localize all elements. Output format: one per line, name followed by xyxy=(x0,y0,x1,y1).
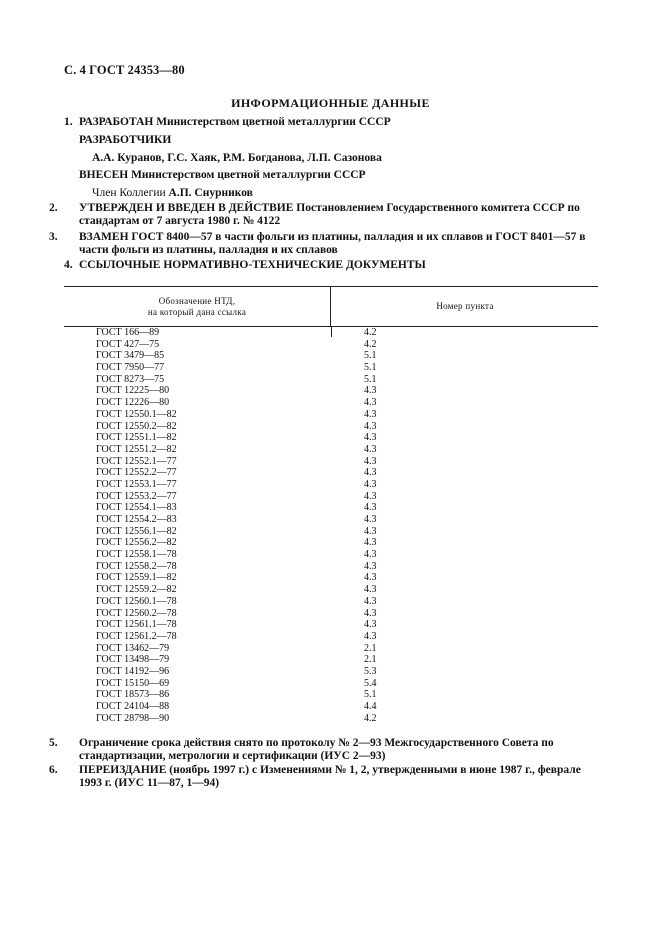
table-row xyxy=(64,479,598,491)
info-item-6 xyxy=(49,764,599,790)
info-item-1 xyxy=(64,116,604,129)
ntd-designation: ГОСТ 12561.2—78 xyxy=(96,630,177,642)
ntd-designation: ГОСТ 12551.1—82 xyxy=(96,432,177,444)
clause-number: 4.3 xyxy=(364,537,377,549)
table-row xyxy=(64,643,598,655)
table-row xyxy=(64,572,598,584)
table-row xyxy=(64,549,598,561)
clause-number: 4.2 xyxy=(364,712,377,724)
clause-number: 4.3 xyxy=(364,595,377,607)
board-member-prefix: Член Коллегии xyxy=(92,187,166,199)
board-member xyxy=(92,187,632,200)
table-row xyxy=(64,631,598,643)
page-header: С. 4 ГОСТ 24353—80 xyxy=(64,63,185,77)
table-row xyxy=(64,362,598,374)
approved-text: Постановлением Государственного комитета СССР по стандартам от 7 августа 1980 г. № 4122 xyxy=(79,202,580,227)
item-number: 6. xyxy=(49,764,58,776)
info-item-3 xyxy=(49,231,604,257)
column-header-document-line2: на который дана ссылка xyxy=(147,307,247,317)
ntd-designation: ГОСТ 12553.2—77 xyxy=(96,490,177,502)
ntd-designation: ГОСТ 7950—77 xyxy=(96,362,165,374)
ntd-designation: ГОСТ 12553.1—77 xyxy=(96,478,177,490)
clause-number: 4.3 xyxy=(364,584,377,596)
table-body xyxy=(64,327,598,724)
clause-number: 5.3 xyxy=(364,665,377,677)
table-row xyxy=(64,596,598,608)
section-title: ИНФОРМАЦИОННЫЕ ДАННЫЕ xyxy=(231,96,430,110)
clause-number: 4.4 xyxy=(364,701,377,712)
replaces-text: ВЗАМЕН ГОСТ 8400—57 в части фольги из платины, палладия и их сплавов и ГОСТ 8401—57 в части фольги из платины, палладия и их сплавов xyxy=(79,231,586,256)
ntd-designation: ГОСТ 13498—79 xyxy=(96,654,170,666)
clause-number: 4.2 xyxy=(364,338,377,350)
reissue-text: ПЕРЕИЗДАНИЕ (ноябрь 1997 г.) с Изменениями № 1, 2, утвержденными в июне 1987 г., феврале 1993 г. (ИУС 11—87, 1—94) xyxy=(79,764,581,789)
approved-label: УТВЕРЖДЕН И ВВЕДЕН В ДЕЙСТВИЕ xyxy=(79,202,294,214)
table-row xyxy=(64,584,598,596)
clause-number: 4.3 xyxy=(364,408,377,420)
clause-number: 4.3 xyxy=(364,432,377,444)
table-row xyxy=(64,327,598,339)
column-header-document-line1: Обозначение НТД, xyxy=(158,296,236,306)
ntd-designation: ГОСТ 8273—75 xyxy=(96,373,165,385)
reference-table xyxy=(64,286,598,724)
ntd-designation: ГОСТ 12556.2—82 xyxy=(96,537,177,549)
ntd-designation: ГОСТ 15150—69 xyxy=(96,677,170,689)
table-row xyxy=(64,385,598,397)
table-row xyxy=(64,619,598,631)
column-header-document xyxy=(64,287,331,326)
ntd-designation: ГОСТ 12552.2—77 xyxy=(96,467,177,479)
clause-number: 4.3 xyxy=(364,619,377,631)
table-row xyxy=(64,514,598,526)
clause-number: 4.3 xyxy=(364,420,377,432)
clause-number: 4.3 xyxy=(364,514,377,525)
ntd-designation: ГОСТ 3479—85 xyxy=(96,350,165,362)
info-item-5 xyxy=(49,737,599,763)
clause-number: 4.3 xyxy=(364,502,377,514)
clause-number: 4.3 xyxy=(364,490,377,502)
table-row xyxy=(64,456,598,468)
table-row xyxy=(64,350,598,362)
clause-number: 4.3 xyxy=(364,630,377,642)
clause-number: 4.3 xyxy=(364,549,377,561)
developers-names: А.А. Куранов, Г.С. Хаяк, Р.М. Богданова, Л.П. Сазонова xyxy=(92,152,382,164)
clause-number: 4.3 xyxy=(364,560,377,572)
table-row xyxy=(64,339,598,351)
table-row xyxy=(64,374,598,386)
clause-number: 4.3 xyxy=(364,397,377,409)
table-row xyxy=(64,678,598,690)
limitation-text: Ограничение срока действия снято по протоколу № 2—93 Межгосударственного Совета по стандартизации, метрологии и сертификации (ИУС 2—93) xyxy=(79,737,554,762)
clause-number: 4.3 xyxy=(364,385,377,397)
clause-number: 4.3 xyxy=(364,443,377,455)
table-row xyxy=(64,689,598,701)
clause-number: 2.1 xyxy=(364,642,377,654)
table-row xyxy=(64,526,598,538)
table-row xyxy=(64,432,598,444)
item-number: 4. xyxy=(64,259,73,271)
table-row xyxy=(64,397,598,409)
table-row xyxy=(64,608,598,620)
item-number: 3. xyxy=(49,231,58,243)
table-row xyxy=(64,537,598,549)
column-header-point: Номер пункта xyxy=(436,301,494,311)
ntd-designation: ГОСТ 24104—88 xyxy=(96,701,170,712)
ntd-designation: ГОСТ 18573—86 xyxy=(96,689,170,701)
clause-number: 5.4 xyxy=(364,677,377,689)
ntd-designation: ГОСТ 12554.1—83 xyxy=(96,502,177,514)
table-row xyxy=(64,467,598,479)
ntd-designation: ГОСТ 12561.1—78 xyxy=(96,619,177,631)
info-item-4 xyxy=(64,259,604,272)
clause-number: 4.2 xyxy=(364,327,377,338)
item-number: 2. xyxy=(49,202,58,214)
developed-by: РАЗРАБОТАН Министерством цветной металлургии СССР xyxy=(79,116,391,128)
ntd-designation: ГОСТ 12558.1—78 xyxy=(96,549,177,561)
clause-number: 5.1 xyxy=(364,362,377,374)
ntd-designation: ГОСТ 13462—79 xyxy=(96,642,170,654)
table-row xyxy=(64,421,598,433)
clause-number: 5.1 xyxy=(364,689,377,701)
table-row xyxy=(64,701,598,713)
ntd-designation: ГОСТ 12552.1—77 xyxy=(96,455,177,467)
table-row xyxy=(64,666,598,678)
table-header xyxy=(64,286,598,327)
clause-number: 4.3 xyxy=(364,478,377,490)
board-member-name: А.П. Снурников xyxy=(168,187,253,199)
clause-number: 4.3 xyxy=(364,467,377,479)
ntd-designation: ГОСТ 12551.2—82 xyxy=(96,443,177,455)
ntd-designation: ГОСТ 12560.2—78 xyxy=(96,607,177,619)
ntd-designation: ГОСТ 28798—90 xyxy=(96,712,170,724)
table-row xyxy=(64,444,598,456)
ntd-designation: ГОСТ 12556.1—82 xyxy=(96,525,177,537)
info-item-2 xyxy=(49,202,604,228)
clause-number: 4.3 xyxy=(364,572,377,584)
table-row xyxy=(64,713,598,725)
ntd-designation: ГОСТ 12559.2—82 xyxy=(96,584,177,596)
clause-number: 4.3 xyxy=(364,525,377,537)
references-title: ССЫЛОЧНЫЕ НОРМАТИВНО-ТЕХНИЧЕСКИЕ ДОКУМЕНТЫ xyxy=(79,259,426,271)
clause-number: 4.3 xyxy=(364,455,377,467)
ntd-designation: ГОСТ 12226—80 xyxy=(96,397,170,409)
table-row xyxy=(64,561,598,573)
item-number: 5. xyxy=(49,737,58,749)
clause-number: 5.1 xyxy=(364,350,377,362)
clause-number: 2.1 xyxy=(364,654,377,666)
ntd-designation: ГОСТ 427—75 xyxy=(96,338,160,350)
developers-label: РАЗРАБОТЧИКИ xyxy=(79,134,172,146)
ntd-designation: ГОСТ 12560.1—78 xyxy=(96,595,177,607)
ntd-designation: ГОСТ 12225—80 xyxy=(96,385,170,397)
table-row xyxy=(64,491,598,503)
ntd-designation: ГОСТ 12550.1—82 xyxy=(96,408,177,420)
table-row xyxy=(64,654,598,666)
ntd-designation: ГОСТ 166—89 xyxy=(96,327,160,338)
ntd-designation: ГОСТ 12550.2—82 xyxy=(96,420,177,432)
table-row xyxy=(64,409,598,421)
clause-number: 5.1 xyxy=(364,373,377,385)
ntd-designation: ГОСТ 14192—96 xyxy=(96,665,170,677)
item-number: 1. xyxy=(64,116,73,128)
introduced-by: ВНЕСЕН Министерством цветной металлургии СССР xyxy=(79,169,366,181)
table-row xyxy=(64,502,598,514)
ntd-designation: ГОСТ 12554.2—83 xyxy=(96,514,177,525)
clause-number: 4.3 xyxy=(364,607,377,619)
ntd-designation: ГОСТ 12558.2—78 xyxy=(96,560,177,572)
ntd-designation: ГОСТ 12559.1—82 xyxy=(96,572,177,584)
